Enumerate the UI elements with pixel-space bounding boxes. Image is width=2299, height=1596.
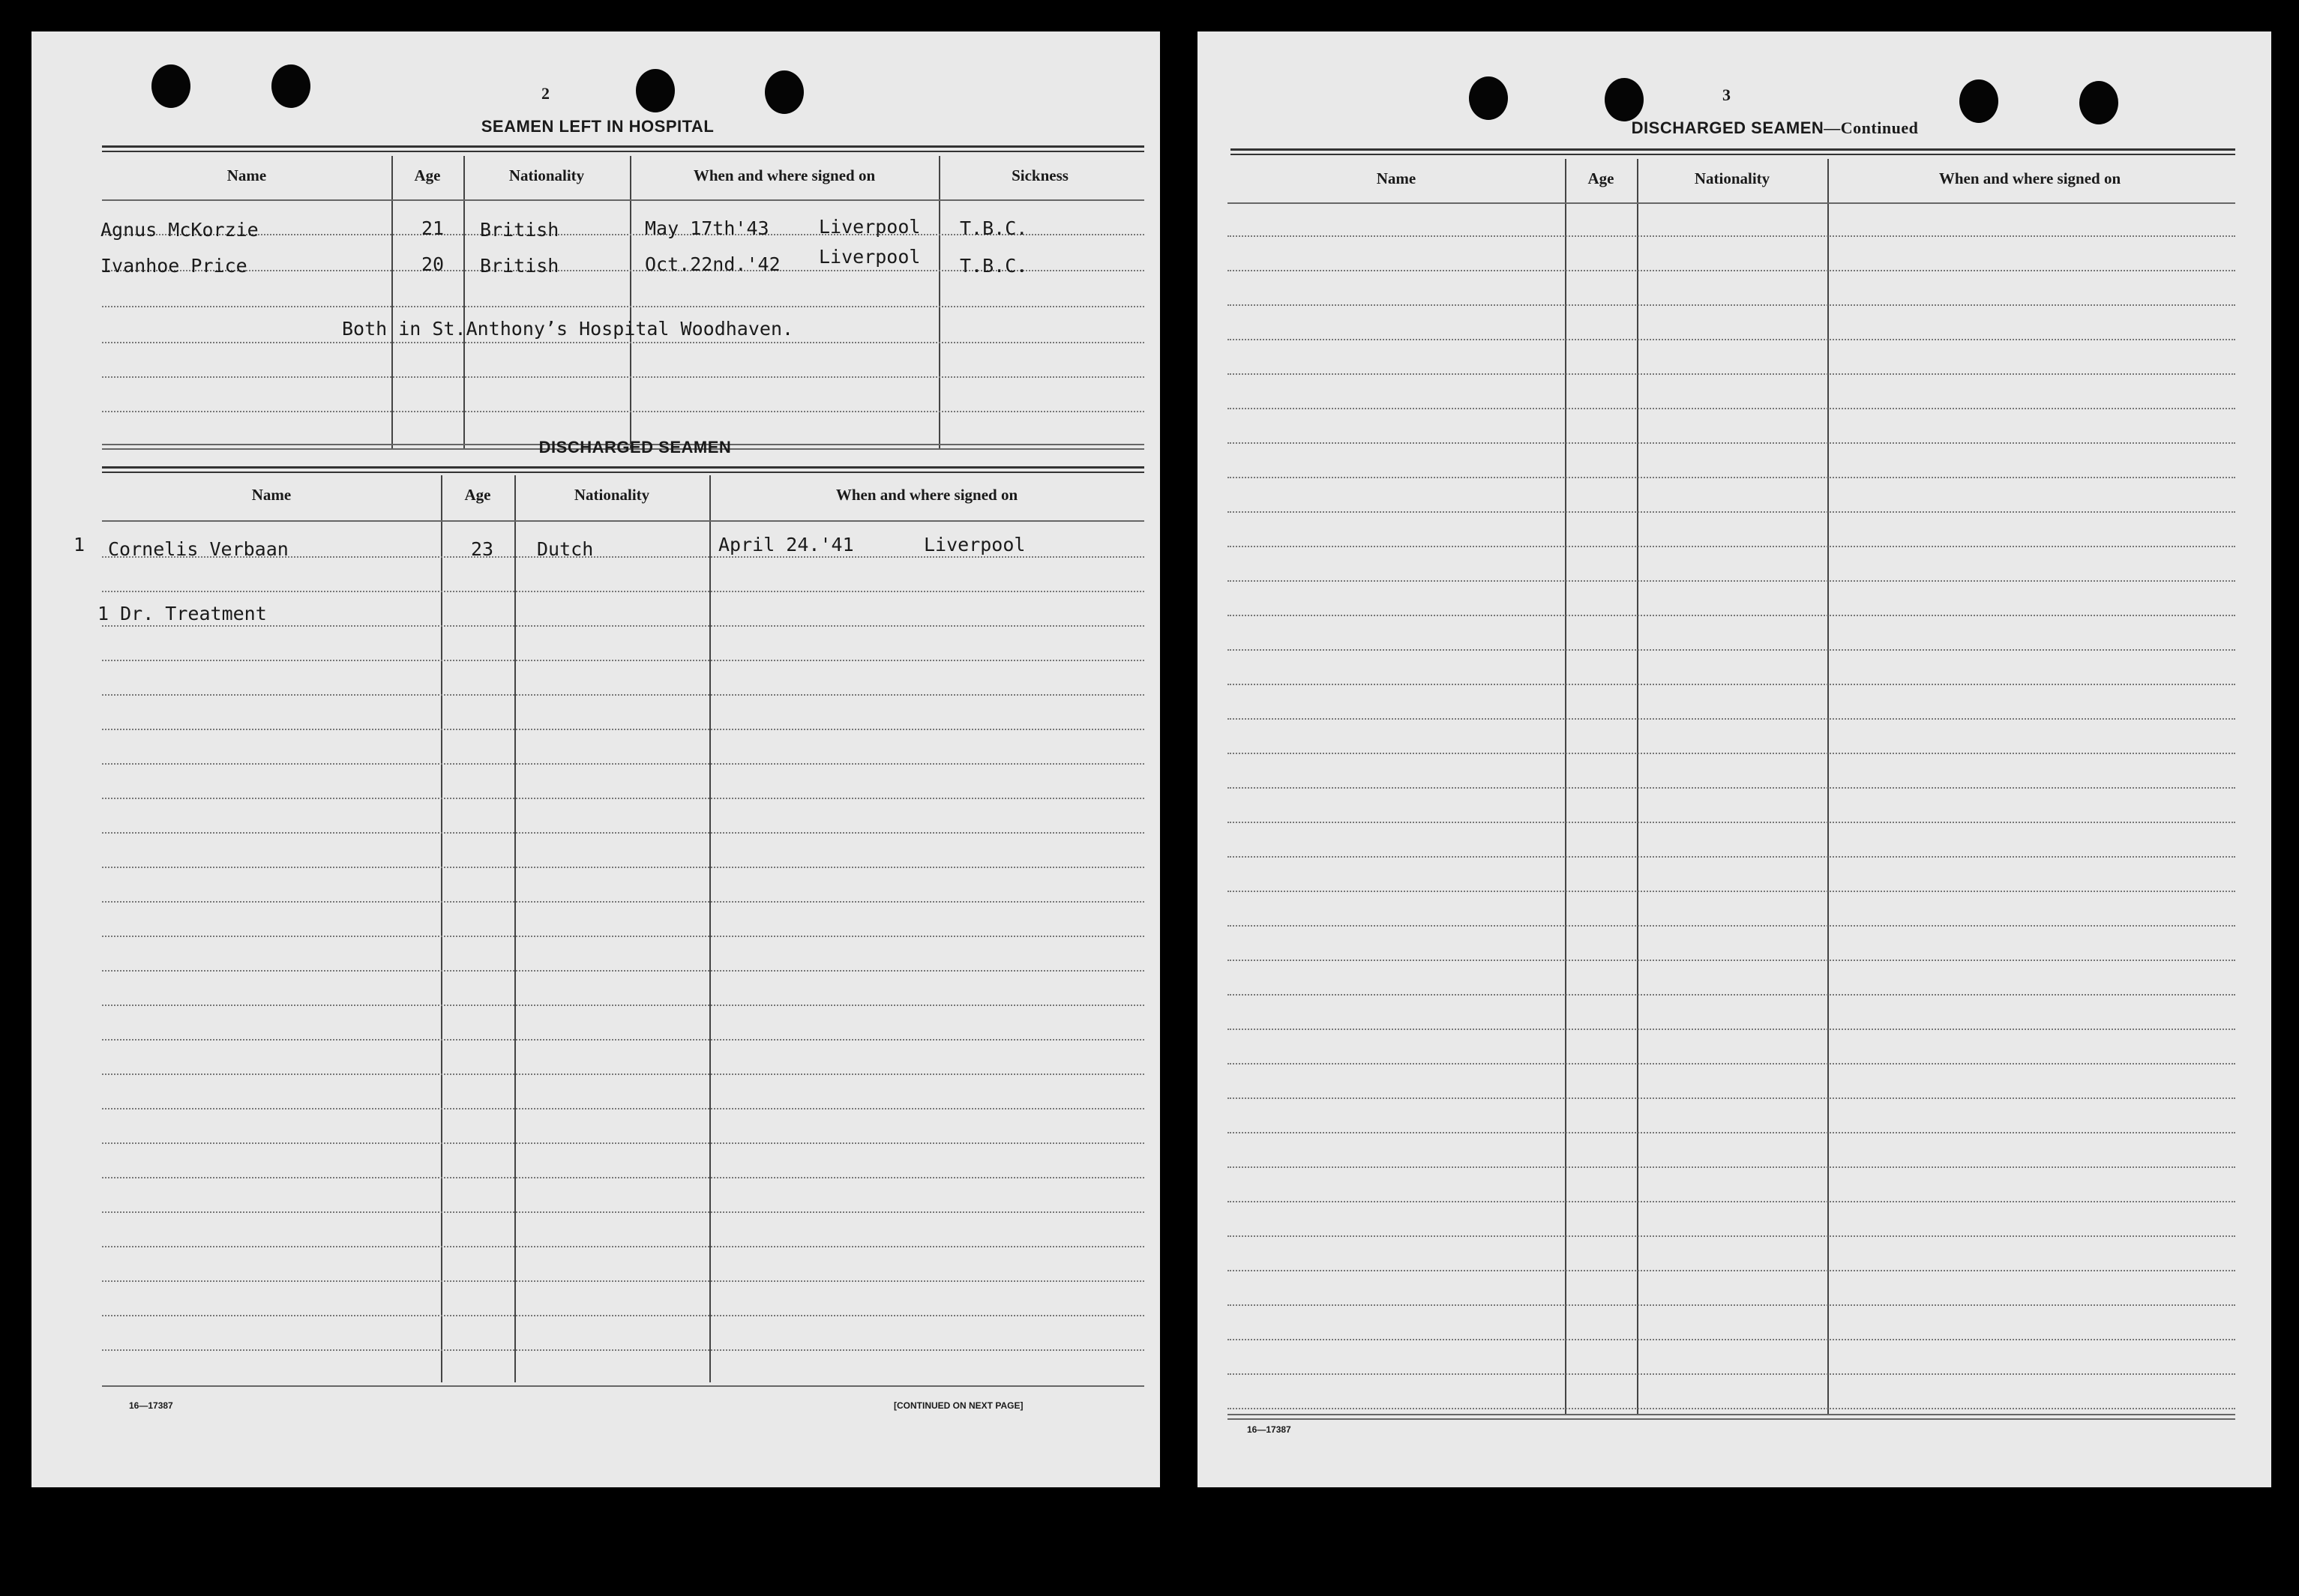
form-number: 16—17387 bbox=[129, 1400, 173, 1411]
ruled-line bbox=[1227, 856, 2235, 858]
signed-on-date: May 17th'43 bbox=[645, 217, 769, 239]
discharged-note: 1 Dr. Treatment bbox=[97, 603, 267, 624]
col-header-nationality: Nationality bbox=[574, 486, 650, 504]
ruled-line bbox=[102, 867, 1144, 868]
sickness: T.B.C. bbox=[960, 255, 1028, 277]
ruled-line bbox=[1227, 1201, 2235, 1202]
ruled-line bbox=[1227, 1339, 2235, 1340]
punch-hole bbox=[271, 64, 310, 108]
ruled-line bbox=[102, 798, 1144, 799]
punch-hole bbox=[1605, 78, 1644, 121]
ruled-line bbox=[1227, 339, 2235, 340]
seaman-name: Agnus McKorzie bbox=[100, 219, 259, 241]
ruled-line bbox=[1227, 960, 2235, 961]
ruled-line bbox=[102, 1073, 1144, 1075]
ruled-line bbox=[1227, 1304, 2235, 1306]
col-header-age: Age bbox=[1587, 169, 1614, 187]
row-number: 1 bbox=[73, 534, 85, 555]
ruled-line bbox=[102, 694, 1144, 696]
col-header-nationality: Nationality bbox=[1694, 169, 1770, 187]
col-header-signed-on: When and where signed on bbox=[693, 166, 876, 184]
ruled-line bbox=[102, 936, 1144, 937]
right-page bbox=[1197, 31, 2271, 1487]
page-number: 2 bbox=[541, 84, 550, 103]
ruled-line bbox=[1227, 511, 2235, 513]
ruled-line bbox=[1227, 442, 2235, 444]
signed-on-date: April 24.'41 bbox=[718, 534, 854, 555]
ruled-line bbox=[102, 660, 1144, 661]
double-rule bbox=[1230, 148, 2235, 155]
double-rule bbox=[102, 145, 1144, 152]
ruled-line bbox=[1227, 1373, 2235, 1375]
ruled-line bbox=[1227, 1270, 2235, 1271]
col-header-age: Age bbox=[414, 166, 441, 184]
signed-on-place: Liverpool bbox=[819, 216, 921, 238]
ruled-line bbox=[1227, 891, 2235, 892]
seaman-age: 20 bbox=[421, 253, 445, 275]
ruled-line bbox=[1227, 1235, 2235, 1237]
col-header-signed-on: When and where signed on bbox=[835, 486, 1018, 504]
ruled-line bbox=[1227, 822, 2235, 823]
ruled-line bbox=[1227, 1408, 2235, 1409]
col-header-name: Name bbox=[251, 486, 292, 504]
page-number: 3 bbox=[1722, 85, 1731, 104]
sickness: T.B.C. bbox=[960, 217, 1028, 239]
seaman-nationality: British bbox=[480, 219, 559, 241]
col-header-signed-on: When and where signed on bbox=[1938, 169, 2121, 187]
ruled-line bbox=[1227, 615, 2235, 616]
signed-on-place: Liverpool bbox=[819, 246, 921, 268]
ruled-line bbox=[1227, 649, 2235, 651]
hospital-note: Both in St.Anthony’s Hospital Woodhaven. bbox=[342, 318, 794, 340]
ruled-line bbox=[102, 1039, 1144, 1041]
punch-hole bbox=[2079, 81, 2118, 124]
continued-note: [CONTINUED ON NEXT PAGE] bbox=[894, 1400, 1024, 1411]
ruled-line bbox=[1227, 925, 2235, 927]
ruled-line bbox=[1227, 373, 2235, 375]
ruled-line bbox=[1227, 546, 2235, 547]
seaman-age: 21 bbox=[421, 217, 445, 239]
ruled-line bbox=[1227, 1063, 2235, 1064]
discharged-heading: DISCHARGED SEAMEN bbox=[538, 438, 732, 457]
ruled-line bbox=[102, 1315, 1144, 1316]
double-rule bbox=[102, 466, 1144, 473]
ruled-line bbox=[1227, 753, 2235, 754]
ruled-line bbox=[1227, 1166, 2235, 1168]
heading-suffix: —Continued bbox=[1824, 118, 1919, 137]
ruled-line bbox=[102, 970, 1144, 972]
left-page bbox=[31, 31, 1160, 1487]
col-header-name: Name bbox=[1376, 169, 1416, 187]
signed-on-place: Liverpool bbox=[924, 534, 1026, 555]
signed-on-date: Oct.22nd.'42 bbox=[645, 253, 781, 275]
ruled-line bbox=[1227, 477, 2235, 478]
ruled-line bbox=[102, 832, 1144, 834]
ruled-line bbox=[102, 1280, 1144, 1282]
ruled-line bbox=[1227, 994, 2235, 996]
ruled-line bbox=[1227, 235, 2235, 237]
ruled-line bbox=[102, 625, 1144, 627]
ruled-line bbox=[102, 1108, 1144, 1109]
ruled-line bbox=[1227, 580, 2235, 582]
form-number: 16—17387 bbox=[1247, 1424, 1291, 1435]
ruled-line bbox=[1227, 1029, 2235, 1030]
ruled-line bbox=[102, 591, 1144, 592]
ruled-line bbox=[102, 1349, 1144, 1351]
seaman-age: 23 bbox=[471, 538, 494, 560]
ruled-line bbox=[102, 1005, 1144, 1006]
col-header-age: Age bbox=[464, 486, 491, 504]
col-header-sickness: Sickness bbox=[1012, 166, 1069, 184]
punch-hole bbox=[1469, 76, 1508, 120]
seaman-name: Ivanhoe Price bbox=[100, 255, 247, 277]
ruled-line bbox=[1227, 1097, 2235, 1099]
heading-main: DISCHARGED SEAMEN bbox=[1631, 118, 1824, 137]
ruled-line bbox=[102, 1177, 1144, 1178]
ruled-line bbox=[1227, 684, 2235, 685]
seaman-nationality: Dutch bbox=[537, 538, 594, 560]
ruled-line bbox=[1227, 718, 2235, 720]
ruled-line bbox=[1227, 408, 2235, 409]
punch-hole bbox=[765, 70, 804, 114]
punch-hole bbox=[151, 64, 190, 108]
col-header-nationality: Nationality bbox=[508, 166, 585, 184]
seaman-name: Cornelis Verbaan bbox=[108, 538, 289, 560]
ruled-line bbox=[1227, 270, 2235, 271]
ruled-line bbox=[102, 1211, 1144, 1213]
discharged-continued-heading bbox=[1512, 118, 2037, 138]
ruled-line bbox=[102, 1246, 1144, 1247]
ruled-line bbox=[1227, 304, 2235, 306]
ruled-line bbox=[102, 763, 1144, 765]
ruled-line bbox=[102, 1142, 1144, 1144]
ruled-line bbox=[102, 901, 1144, 903]
hospital-heading: SEAMEN LEFT IN HOSPITAL bbox=[481, 117, 715, 136]
punch-hole bbox=[636, 69, 675, 112]
seaman-nationality: British bbox=[480, 255, 559, 277]
ruled-line bbox=[1227, 787, 2235, 789]
punch-hole bbox=[1959, 79, 1998, 123]
ruled-line bbox=[102, 729, 1144, 730]
ruled-line bbox=[1227, 1132, 2235, 1133]
col-header-name: Name bbox=[226, 166, 267, 184]
